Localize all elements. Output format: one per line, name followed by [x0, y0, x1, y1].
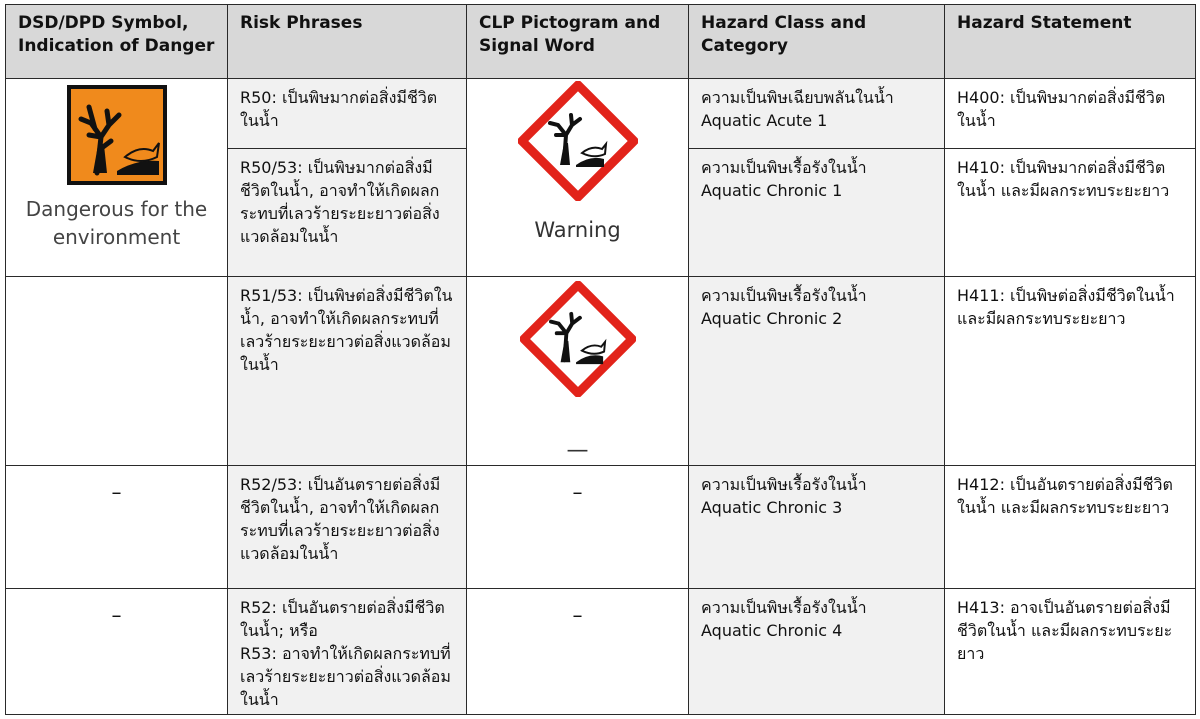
signal-word-none: — — [566, 438, 589, 463]
hazard-class-en: Aquatic Chronic 1 — [701, 181, 843, 200]
dsd-symbol-cell — [6, 79, 228, 277]
clp-pictogram-cell — [467, 79, 689, 277]
hazard-class-th: ความเป็นพิษเรื้อรังในน้ำ — [701, 158, 867, 177]
hazard-class-en: Aquatic Acute 1 — [701, 111, 828, 130]
clp-dash: – — [572, 603, 583, 627]
risk-cell: R51/53: เป็นพิษต่อสิ่งมีชีวิตในน้ำ, อาจทำให้เกิดผลกระทบที่เลวร้ายระยะยาวต่อสิ่งแวดล้อมในน้ำ — [228, 277, 467, 466]
risk-cell — [228, 589, 467, 715]
hazard-class-th: ความเป็นพิษเรื้อรังในน้ำ — [701, 286, 867, 305]
hazard-class-th: ความเป็นพิษเรื้อรังในน้ำ — [701, 475, 867, 494]
risk-cell: R50/53: เป็นพิษมากต่อสิ่งมีชีวิตในน้ำ, อาจทำให้เกิดผลกระทบที่เลวร้ายระยะยาวต่อสิ่งแวดล้อมในน้ำ — [228, 149, 467, 277]
risk-cell: R52/53: เป็นอันตรายต่อสิ่งมีชีวิตในน้ำ, อาจทำให้เกิดผลกระทบที่เลวร้ายระยะยาวต่อสิ่งแวดล้อมในน้ำ — [228, 466, 467, 589]
hazard-class-en: Aquatic Chronic 2 — [701, 309, 843, 328]
dsd-dash: – — [111, 603, 122, 627]
dead-tree-fish-orange-square-icon — [67, 85, 167, 185]
hazard-class-cell — [689, 277, 945, 466]
dsd-empty-cell — [6, 277, 228, 466]
signal-word-warning: Warning — [534, 218, 621, 242]
hazard-class-th: ความเป็นพิษเรื้อรังในน้ำ — [701, 598, 867, 617]
clp-pictogram-cell — [467, 277, 689, 466]
header-risk: Risk Phrases — [228, 5, 467, 79]
dsd-caption: Dangerous for the environment — [25, 197, 208, 249]
risk-cell: R50: เป็นพิษมากต่อสิ่งมีชีวิตในน้ำ — [228, 79, 467, 149]
hazard-class-cell — [689, 589, 945, 715]
hazard-statement-cell: H413: อาจเป็นอันตรายต่อสิ่งมีชีวิตในน้ำ และมีผลกระทบระยะยาว — [945, 589, 1196, 715]
environment-diamond-icon — [520, 281, 636, 397]
header-dsd: DSD/DPD Symbol, Indication of Danger — [6, 5, 228, 79]
hazard-class-cell — [689, 149, 945, 277]
clp-dash: – — [572, 480, 583, 504]
header-clp: CLP Pictogram and Signal Word — [467, 5, 689, 79]
table-row — [6, 589, 1196, 715]
hazard-class-en: Aquatic Chronic 4 — [701, 621, 843, 640]
hazard-table — [5, 4, 1196, 715]
table-row — [6, 79, 1196, 149]
table-row — [6, 466, 1196, 589]
clp-cell — [467, 466, 689, 589]
risk-phrase-r52: R52: เป็นอันตรายต่อสิ่งมีชีวิตในน้ำ; หรือ — [240, 598, 445, 640]
dsd-dash: – — [111, 480, 122, 504]
header-statement: Hazard Statement — [945, 5, 1196, 79]
table-row — [6, 277, 1196, 466]
dsd-cell — [6, 466, 228, 589]
header-row — [6, 5, 1196, 79]
header-class: Hazard Class and Category — [689, 5, 945, 79]
hazard-class-cell — [689, 466, 945, 589]
clp-cell — [467, 589, 689, 715]
hazard-statement-cell: H410: เป็นพิษมากต่อสิ่งมีชีวิตในน้ำ และมีผลกระทบระยะยาว — [945, 149, 1196, 277]
risk-phrase-r53: R53: อาจทำให้เกิดผลกระทบที่เลวร้ายระยะยาวต่อสิ่งแวดล้อมในน้ำ — [240, 644, 451, 709]
hazard-class-th: ความเป็นพิษเฉียบพลันในน้ำ — [701, 88, 894, 107]
hazard-class-en: Aquatic Chronic 3 — [701, 498, 843, 517]
hazard-statement-cell: H400: เป็นพิษมากต่อสิ่งมีชีวิตในน้ำ — [945, 79, 1196, 149]
hazard-statement-cell: H412: เป็นอันตรายต่อสิ่งมีชีวิตในน้ำ และมีผลกระทบระยะยาว — [945, 466, 1196, 589]
hazard-statement-cell: H411: เป็นพิษต่อสิ่งมีชีวิตในน้ำ และมีผลกระทบระยะยาว — [945, 277, 1196, 466]
environment-diamond-icon — [518, 81, 638, 201]
dsd-cell — [6, 589, 228, 715]
hazard-class-cell — [689, 79, 945, 149]
